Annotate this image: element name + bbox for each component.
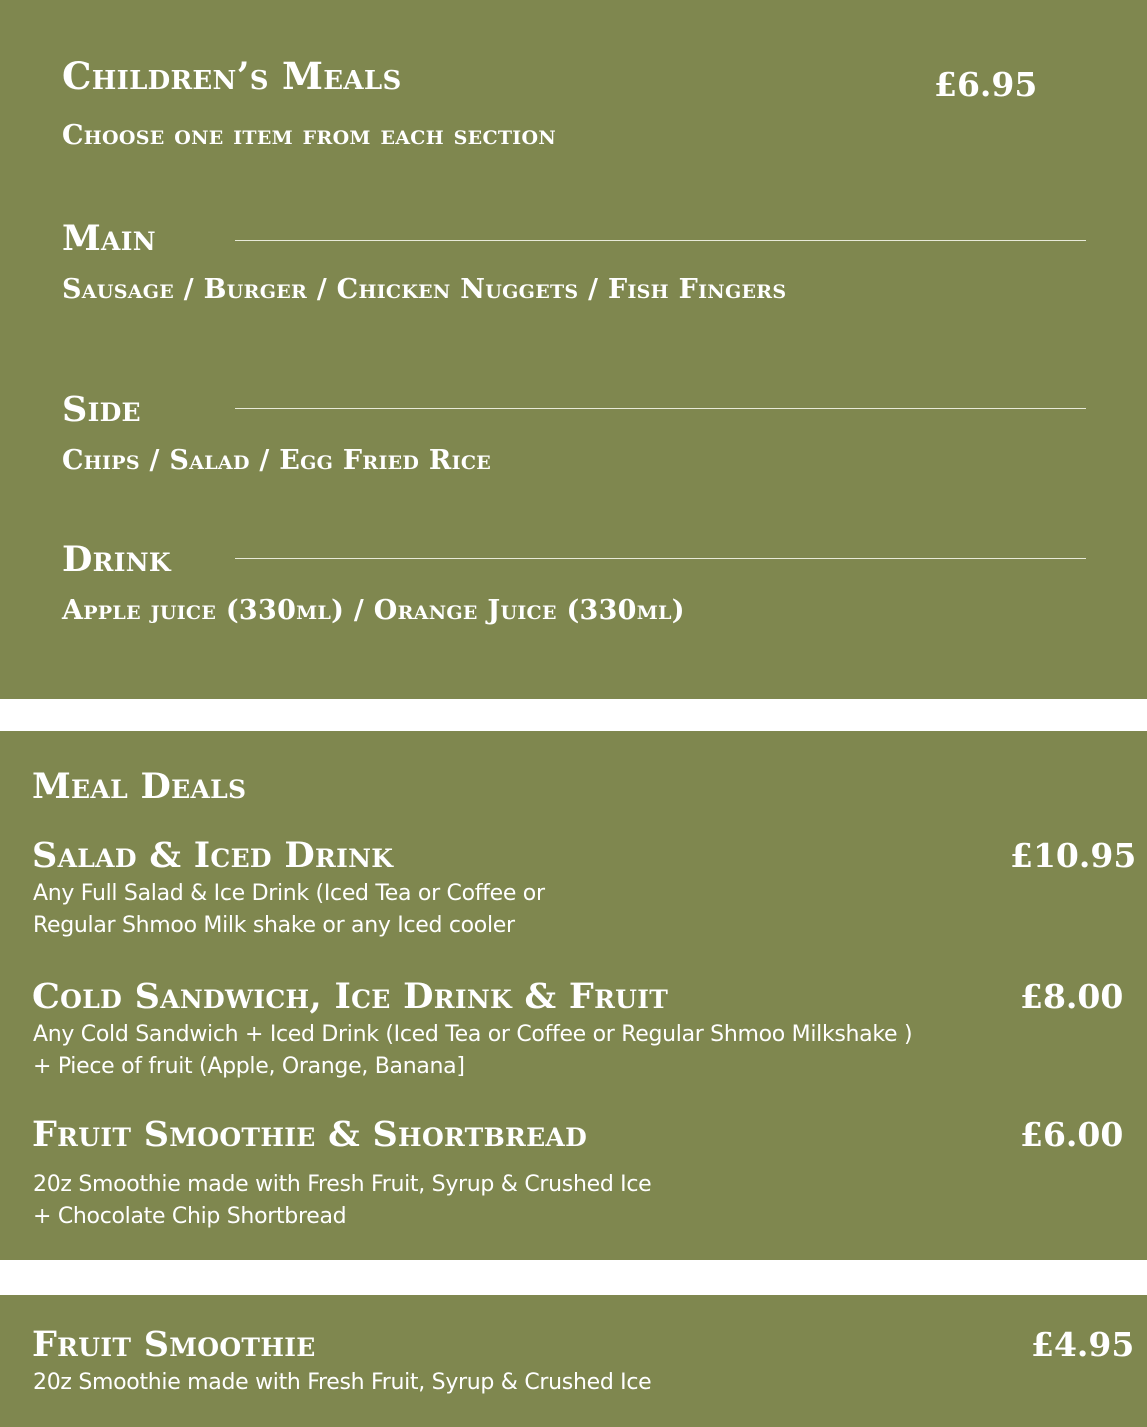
section-items-side: Chips / Salad / Egg Fried Rice bbox=[62, 445, 492, 476]
fruit-smoothie-panel bbox=[0, 1295, 1147, 1427]
smoothie-name: Fruit Smoothie bbox=[32, 1324, 316, 1365]
deal-description-line: Any Full Salad & Ice Drink (Iced Tea or Coffee or bbox=[33, 881, 545, 906]
section-heading-main: Main bbox=[62, 218, 156, 259]
section-items-drink: Apple juice (330ml) / Orange Juice (330ml) bbox=[62, 595, 685, 626]
section-divider-drink bbox=[235, 558, 1086, 559]
deal-price: £10.95 bbox=[1010, 836, 1137, 875]
section-divider-main bbox=[235, 240, 1086, 241]
section-divider-side bbox=[235, 408, 1086, 409]
deal-name: Fruit Smoothie & Shortbread bbox=[32, 1114, 588, 1155]
smoothie-price: £4.95 bbox=[1031, 1325, 1135, 1364]
childrens-meals-price: £6.95 bbox=[934, 65, 1038, 104]
childrens-meals-subtitle: Choose one item from each section bbox=[62, 120, 557, 151]
deal-description-line: + Piece of fruit (Apple, Orange, Banana] bbox=[33, 1054, 465, 1079]
meal-deals-panel bbox=[0, 731, 1147, 1260]
meal-deals-title: Meal Deals bbox=[32, 766, 247, 807]
deal-price: £6.00 bbox=[1020, 1115, 1124, 1154]
section-heading-side: Side bbox=[62, 389, 141, 430]
deal-description-line: 20z Smoothie made with Fresh Fruit, Syrup & Crushed Ice bbox=[33, 1172, 652, 1197]
deal-description-line: Any Cold Sandwich + Iced Drink (Iced Tea or Coffee or Regular Shmoo Milkshake ) bbox=[33, 1022, 913, 1047]
section-items-main: Sausage / Burger / Chicken Nuggets / Fish Fingers bbox=[62, 274, 787, 305]
deal-price: £8.00 bbox=[1020, 977, 1124, 1016]
deal-name: Cold Sandwich, Ice Drink & Fruit bbox=[32, 976, 669, 1017]
deal-description-line: + Chocolate Chip Shortbread bbox=[33, 1204, 347, 1229]
deal-description-line: Regular Shmoo Milk shake or any Iced cooler bbox=[33, 913, 515, 938]
childrens-meals-title: Children’s Meals bbox=[62, 54, 402, 98]
childrens-meals-panel bbox=[0, 0, 1147, 699]
deal-name: Salad & Iced Drink bbox=[32, 835, 394, 876]
smoothie-description: 20z Smoothie made with Fresh Fruit, Syrup & Crushed Ice bbox=[33, 1370, 652, 1395]
section-heading-drink: Drink bbox=[62, 539, 171, 580]
